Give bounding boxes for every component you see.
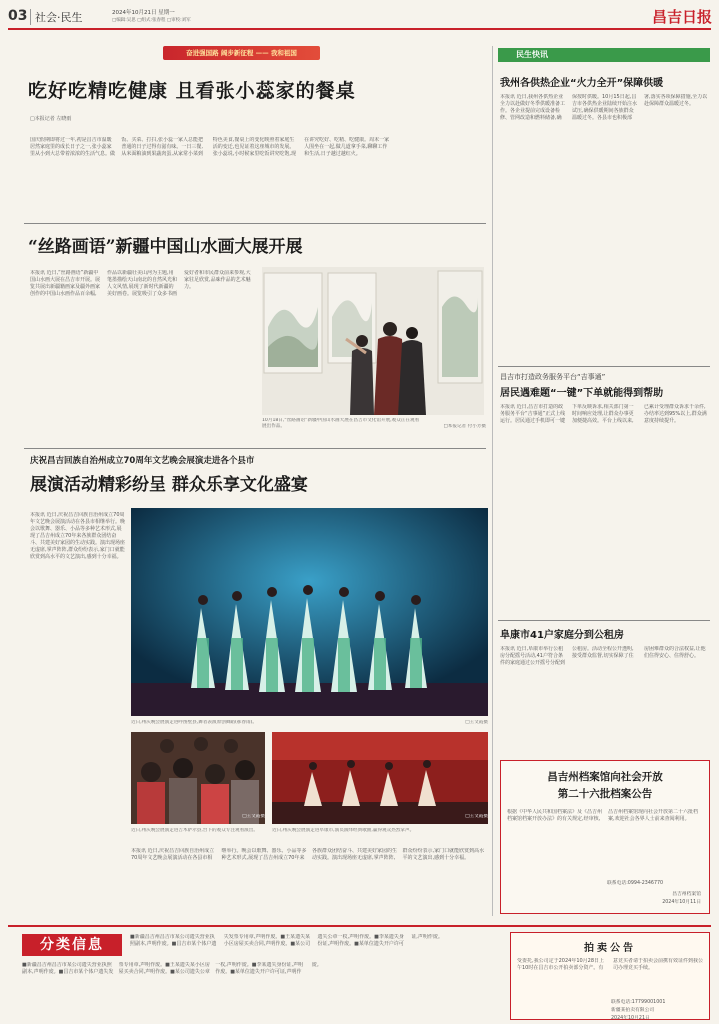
notice-phone: 联系电话:0994-2346770: [607, 881, 664, 886]
divider-1: [24, 223, 486, 224]
classifieds-header: [22, 934, 122, 956]
singers-photo-art: [272, 732, 488, 824]
divider-2: [24, 448, 486, 449]
news2-kicker: 昌吉市打造政务服务平台“吉事通”: [500, 373, 606, 381]
stage-singers-photo: [272, 732, 488, 824]
section-label: 社会·民生: [30, 9, 83, 25]
article3-credit2: □王文霞摄: [242, 814, 265, 819]
masthead-logo: 昌吉日报: [651, 8, 712, 26]
notice-sign: 昌吉州档案馆: [672, 892, 701, 897]
news1-body: 本报讯 近日,我州各供热企业全力以赴做好冬季供暖准备工作。各企业提前完成设备检修、管网改造和燃料储备,确保按时供暖。10月15日起,昌吉市各供热企业陆续开始注水试压,确保供暖期间各族群众温暖过冬。各县市也积极部署,落实各项保障措施,全力以赴保障群众温暖过冬。: [500, 94, 708, 121]
news3-title: 阜康市41户家庭分到公租房: [500, 630, 624, 641]
news3-body: 本报讯 近日,阜康市举行公租房分配摇号活动,41户符合条件的家庭通过公开摇号分配到公租房。活动全程公开透明,接受群众监督,切实保障了住房困难群众的合法权益,让他们住得安心、住得舒心。: [500, 646, 706, 666]
exhibition-photo-art: [262, 267, 484, 415]
archive-notice-box: [500, 760, 710, 914]
article1-byline: □本报记者 左晓雨: [30, 116, 72, 122]
sidebar-section-label: 民生快讯: [516, 50, 548, 59]
sidebar-section-tab: [498, 48, 710, 62]
news2-body: 本报讯 近日,昌吉市打造的政务服务平台“吉事通”正式上线运行。居民通过手机即可一键下单反映诉求,相关部门第一时间响应处理,让群众办事更加便捷高效。平台上线以来,已累计受理群众诉求千余件,办结率达到95%以上,群众满意度持续提升。: [500, 404, 707, 424]
header-rule: [8, 28, 711, 30]
auction-contact: 联系电话:17799001001: [611, 1000, 666, 1005]
article2-title: “丝路画语”新疆中国山水画大展开展: [28, 237, 303, 257]
news2-title: 居民遇难题“一键”下单就能得到帮助: [500, 388, 664, 399]
article3-caption3: 近日,州庆晚会展演走进阜康市,演员演绎经典歌曲,赢得观众热烈掌声。: [272, 828, 415, 833]
issue-date: 2024年10月21日 星期一: [112, 10, 175, 16]
audience-photo: [131, 732, 265, 824]
editor-credits: □编辑:吴思 □组式:张春程 □审校:刘军: [112, 18, 191, 23]
article2-caption: 10月18日,“丝路画语”新疆中国山水画大展在昌吉市文化馆开展,观众正在观看展出作品。: [262, 418, 420, 429]
auction-company: 新疆某拍卖有限公司: [611, 1008, 655, 1013]
classifieds-body-col1: ■新疆昌吉州昌吉市某公司遗失营业执照副本,声明作废。■昌吉市某个体户遗失发票专用章,声明作废。■王某遗失某小区房屋买卖合同,声明作废。■某公司遗失公章一枚,声明作废。■李某遗失身份证,声明作废。■某单位遗失开户许可证,声明作废。: [130, 934, 443, 947]
page-header: [8, 6, 712, 28]
sidebar-divider: [492, 46, 493, 916]
page-number: 03: [8, 8, 28, 24]
article1-title: 吃好吃精吃健康 且看张小蕊家的餐桌: [28, 80, 356, 102]
classifieds-title: 分类信息: [40, 937, 104, 953]
article2-body: 本报讯 近日,“丝路画语”新疆中国山水画大展在昌吉市开展。展览共展出新疆籍画家及疆外画家创作的中国山水画作品百余幅,作品以新疆壮美山河为主题,用笔墨描绘天山南北的自然风光和人文风情,展现了新时代新疆的美好画卷。展览吸引了众多书画爱好者和市民群众前来参观,大家驻足欣赏,品味作品的艺术魅力。: [30, 270, 251, 297]
banner-text: 奋进强国路 阔步新征程 —— 我和祖国: [186, 49, 297, 57]
article3-kicker: 庆祝昌吉回族自治州成立70周年文艺晚会展演走进各个县市: [30, 456, 255, 466]
article3-credit1: □王文霞摄: [465, 720, 488, 725]
dance-performance-photo: [131, 508, 488, 716]
news1-title: 我州各供热企业“火力全开”保障供暖: [500, 78, 664, 89]
auction-body: 受委托,我公司定于2024年10月28日上午10时在昌吉市公开拍卖部分资产。有意竞买者请于拍卖会前携有效证件到我公司办理竞买手续。: [517, 958, 703, 971]
dance-photo-art: [131, 508, 488, 716]
sidebar-divider-1: [498, 366, 710, 367]
auction-date: 2024年10月21日: [611, 1016, 650, 1021]
theme-banner: [163, 46, 320, 60]
article2-photo-credit: □本报记者 付小芳摄: [443, 424, 486, 429]
notice-title-line2: 第二十六批档案公告: [557, 788, 653, 800]
notice-body: 根据《中华人民共和国档案法》及《昌吉州档案馆档案开放办法》的有关规定,经审核,昌吉州档案馆现向社会开放第二十六批档案,欢迎社会各界人士前来查阅利用。: [507, 809, 699, 822]
auction-box: [510, 932, 710, 1020]
article3-body: 本报讯 近日,庆祝昌吉回族自治州成立70周年文艺晚会展演活动在各县市相继举行。晚会以歌舞、器乐、小品等多种艺术形式,展现了昌吉州成立70年来各族群众团结奋斗、共建美好家园的生动实践。演出现场座无虚席,掌声阵阵,群众纷纷表示,家门口就能欣赏到高水平的文艺演出,感到十分幸福。: [30, 512, 125, 560]
auction-title: 拍卖公告: [584, 943, 636, 954]
exhibition-photo: [262, 267, 484, 415]
classifieds-body: ■新疆昌吉州昌吉市某公司遗失营业执照副本,声明作废。■昌吉市某个体户遗失发票专用章,声明作废。■王某遗失某小区房屋买卖合同,声明作废。■某公司遗失公章一枚,声明作废。■李某遗失身份证,声明作废。■某单位遗失开户许可证,声明作废。: [22, 962, 322, 975]
article3-caption2: 近日,州庆晚会展演走进吉木萨尔县,台下的观众专注观看演出。: [131, 828, 258, 833]
article3-body-continued: 本报讯 近日,庆祝昌吉回族自治州成立70周年文艺晚会展演活动在各县市相继举行。晚会以歌舞、器乐、小品等多种艺术形式,展现了昌吉州成立70年来各族群众团结奋斗、共建美好家园的生动实践。演出现场座无虚席,掌声阵阵,群众纷纷表示,家门口就能欣赏到高水平的文艺演出,感到十分幸福。: [131, 848, 485, 861]
article3-caption1: 近日,州庆晚会展演走进呼图壁县,舞者表演原创舞蹈(郝春雨)。: [131, 720, 257, 725]
article1-body: 国庆假期即将过一年,初是昌吉市温暖居然家庭里的成长日子之一,张小蕊家里从小到大总带着浓浓的生活气息。做饭、买菜、打扫,张小蕊一家人总能把普通的日子过得有滋有味。一日三餐,从米面粮油到果蔬肉蛋,从家常小菜到特色美食,餐桌上的变化映照着家庭生活的变迁,也见证着这座城市的发展。张小蕊说,小时候家里吃饭讲究吃饱,现在讲究吃好、吃精、吃健康。周末一家人围坐在一起,做几道拿手菜,聊聊工作和生活,日子越过越红火。: [30, 137, 390, 157]
article3-title: 展演活动精彩纷呈 群众乐享文化盛宴: [30, 475, 308, 495]
bottom-rule: [8, 925, 711, 927]
notice-title-line1: 昌吉州档案馆向社会开放: [547, 771, 663, 783]
sidebar-divider-2: [498, 620, 710, 621]
notice-date: 2024年10月11日: [662, 900, 701, 905]
audience-photo-art: [131, 732, 265, 824]
article3-credit3: □王文霞摄: [465, 814, 488, 819]
